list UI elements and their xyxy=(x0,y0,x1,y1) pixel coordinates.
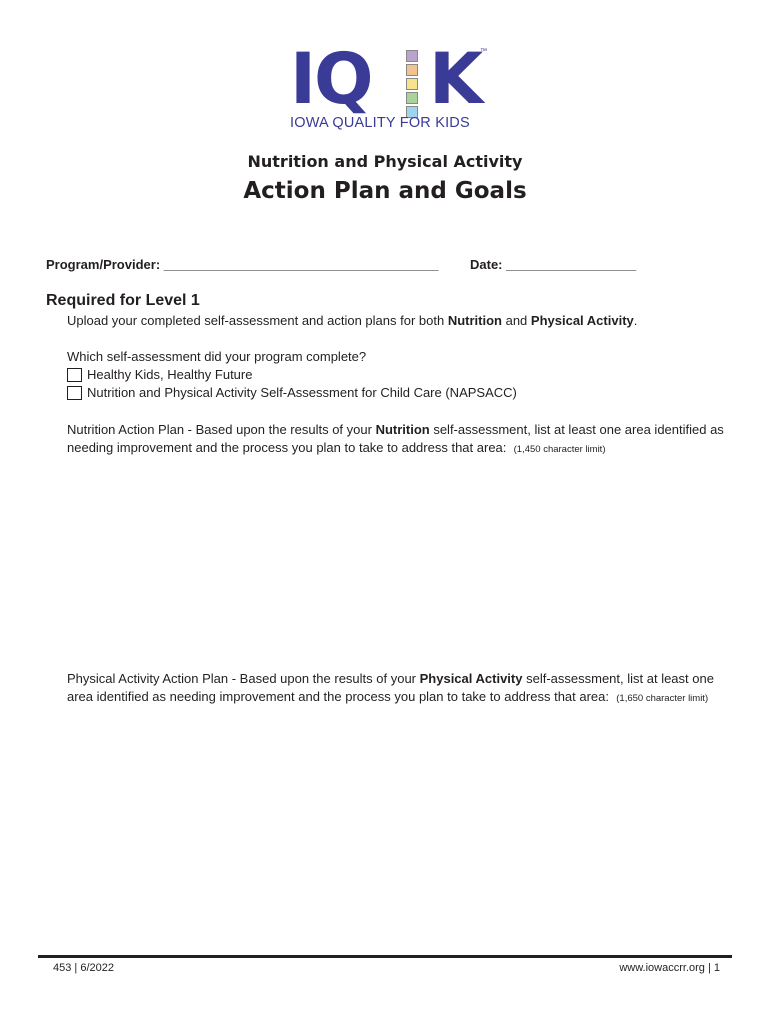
section-heading: Required for Level 1 xyxy=(46,292,200,309)
logo-letters-k: K xyxy=(429,38,482,120)
pa-prompt-text: Physical Activity Action Plan - Based upon the results of your xyxy=(67,671,420,686)
option-label: Healthy Kids, Healthy Future xyxy=(87,367,253,382)
checkbox[interactable] xyxy=(67,386,82,400)
assessment-question: Which self-assessment did your program complete? xyxy=(67,349,367,364)
nutrition-plan-prompt xyxy=(67,421,724,459)
upload-end: . xyxy=(633,313,638,328)
nutrition-prompt-line2: needing improvement and the process you plan to take to address that area: xyxy=(67,440,507,455)
pa-character-limit: (1,650 character limit) xyxy=(616,693,709,704)
logo-trademark: ™ xyxy=(480,48,487,55)
footer-website-page: www.iowaccrr.org | 1 xyxy=(619,962,720,974)
upload-physical-activity: Physical Activity xyxy=(530,313,634,328)
footer-divider xyxy=(38,955,732,958)
nutrition-prompt-text: Nutrition Action Plan - Based upon the results of your xyxy=(67,422,376,437)
pa-prompt-suffix: self-assessment, list at least one xyxy=(522,671,714,686)
nutrition-prompt-bold: Nutrition xyxy=(375,422,430,437)
upload-nutrition: Nutrition xyxy=(447,313,502,328)
pa-prompt-bold: Physical Activity xyxy=(419,671,523,686)
footer-form-info: 453 | 6/2022 xyxy=(53,962,114,974)
checkbox[interactable] xyxy=(67,368,82,382)
logo-square xyxy=(406,50,418,62)
upload-instruction xyxy=(67,312,637,330)
iq4k-logo xyxy=(290,38,490,136)
logo-letters-iq: IQ xyxy=(290,38,372,120)
logo-color-squares xyxy=(406,50,420,110)
option-healthy-kids[interactable] xyxy=(67,367,252,382)
logo-square xyxy=(406,78,418,90)
date-field[interactable]: Date: __________________ xyxy=(470,257,637,272)
nutrition-plan-response-area[interactable] xyxy=(67,462,707,652)
nutrition-prompt-suffix: self-assessment, list at least one area identified as xyxy=(429,422,724,437)
program-provider-field[interactable]: Program/Provider: ______________________________________ xyxy=(46,257,439,272)
upload-text: Upload your completed self-assessment and action plans for both xyxy=(67,313,448,328)
upload-and: and xyxy=(501,313,531,328)
nutrition-character-limit: (1,450 character limit) xyxy=(513,444,606,455)
physical-activity-plan-prompt xyxy=(67,670,714,708)
logo-tagline: IOWA QUALITY FOR KIDS xyxy=(290,115,470,131)
logo-square xyxy=(406,92,418,104)
document-subtitle: Nutrition and Physical Activity xyxy=(247,152,523,171)
option-napsacc[interactable] xyxy=(67,385,517,400)
option-label: Nutrition and Physical Activity Self-Assessment for Child Care (NAPSACC) xyxy=(87,385,517,400)
physical-activity-plan-response-area[interactable] xyxy=(67,712,707,942)
document-title: Action Plan and Goals xyxy=(243,178,527,204)
pa-prompt-line2: area identified as needing improvement and the process you plan to take to address that area: xyxy=(67,689,610,704)
logo-square xyxy=(406,64,418,76)
